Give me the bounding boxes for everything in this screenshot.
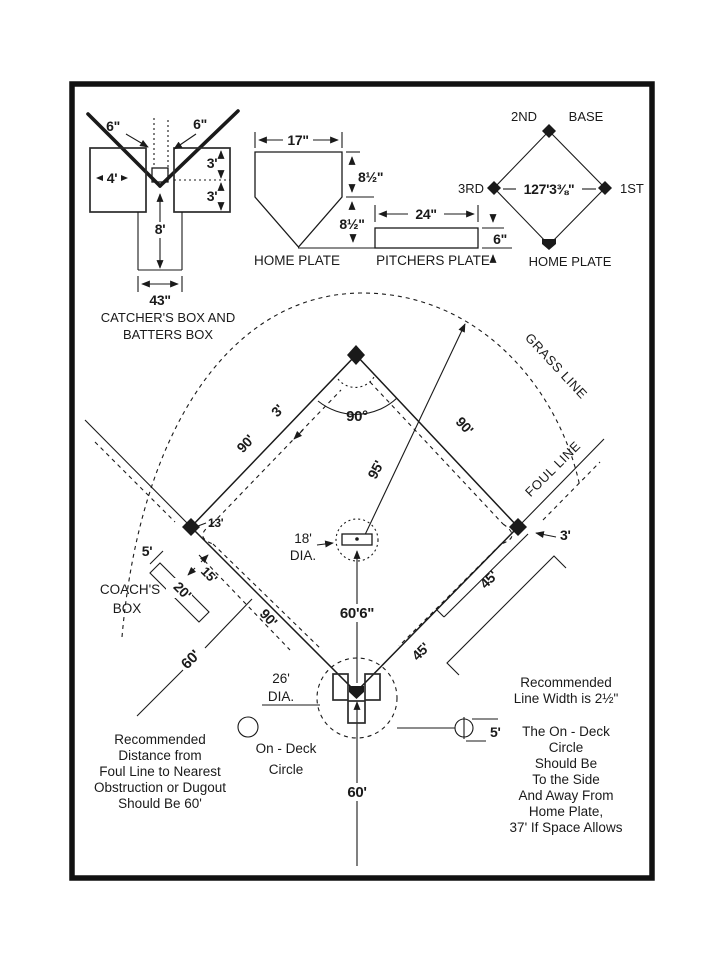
backstop-distance-label: 60' [347,784,367,801]
base-word-label: BASE [568,109,604,124]
lane-length2-label: 45' [408,639,433,664]
note-line: Recommended [520,675,612,690]
note-line: Foul Line to Nearest [99,764,221,779]
coachs-box-caption-2: BOX [112,601,142,616]
baseline-second-first-label: 90' [452,413,477,438]
note-line: Distance from [118,748,202,763]
foul-line-label: FOUL LINE [522,438,584,500]
note-line: Obstruction or Dugout [93,780,227,795]
note-line: 37' If Space Allows [509,820,623,835]
inset-a-caption-1: CATCHER'S BOX AND [100,310,236,325]
first-base-label: 1ST [620,181,644,196]
grass-radius-label: 95' [364,457,387,482]
home-plate-slant: 8½" [339,216,365,232]
mound-dia-label-2: DIA. [289,548,317,563]
note-line: Should Be [534,756,598,771]
note-line: Circle [548,740,584,755]
diamond-diagonal-dim: 127'3⅜" [523,181,575,197]
note-line: And Away From [518,788,614,803]
note-line: Recommended [114,732,206,747]
third-base-label: 3RD [457,181,484,196]
mound-dia-label-1: 18' [294,531,312,546]
third-cutout-label: 13' [208,516,224,530]
catcher-box-width: 43" [149,292,171,308]
home-plate-caption: HOME PLATE [253,253,341,268]
home-plate-side: 8½" [358,169,384,185]
gap-right-label: 6" [193,116,207,132]
pitchers-plate-caption: PITCHERS PLATE [376,253,490,268]
home-circle-dia-2: DIA. [267,689,295,704]
obstruction-distance-label: 60' [177,646,204,673]
note-line: The On - Deck [522,724,610,739]
second-base-angle-label: 90° [346,408,368,425]
lane-length-label: 45' [476,567,501,592]
home-plate-corner-label: HOME PLATE [528,254,612,269]
batter-box-width-label: 4' [106,170,118,186]
baseline-third-second-label: 90' [233,431,258,456]
batter-box-depth-upper: 3' [206,155,218,171]
batter-box-depth-lower: 3' [206,188,218,204]
note-line: Should Be 60' [118,796,202,811]
note-line: Home Plate, [528,804,604,819]
second-base-label: 2ND [510,109,538,124]
on-deck-caption-2: Circle [268,762,304,777]
lane-width-label: 3' [560,527,571,543]
coach-box-offset-label: 15' [197,563,221,587]
gap-left-label: 6" [106,118,120,134]
coach-box-length-label: 20' [170,578,195,603]
note-line: Line Width is 2½" [513,691,619,706]
pitchers-plate-depth: 6" [493,231,507,247]
on-deck-dia-label: 5' [490,724,501,740]
note-line-width [514,675,619,706]
pitching-distance-label: 60'6" [339,605,375,622]
coach-box-width-label: 5' [141,543,153,559]
coachs-box-caption-1: COACH'S [99,582,161,597]
pitchers-plate-width: 24" [415,206,437,222]
note-line: To the Side [532,772,600,787]
on-deck-caption-1: On - Deck [255,741,317,756]
infield-grass-offset-label: 3' [267,401,287,420]
inset-a-caption-2: BATTERS BOX [122,327,214,342]
home-circle-dia-1: 26' [272,671,290,686]
home-plate-width: 17" [287,132,309,148]
baseline-home-third-label: 90' [256,605,281,630]
catcher-box-depth: 8' [154,221,166,237]
grass-line-label: GRASS LINE [522,330,591,402]
